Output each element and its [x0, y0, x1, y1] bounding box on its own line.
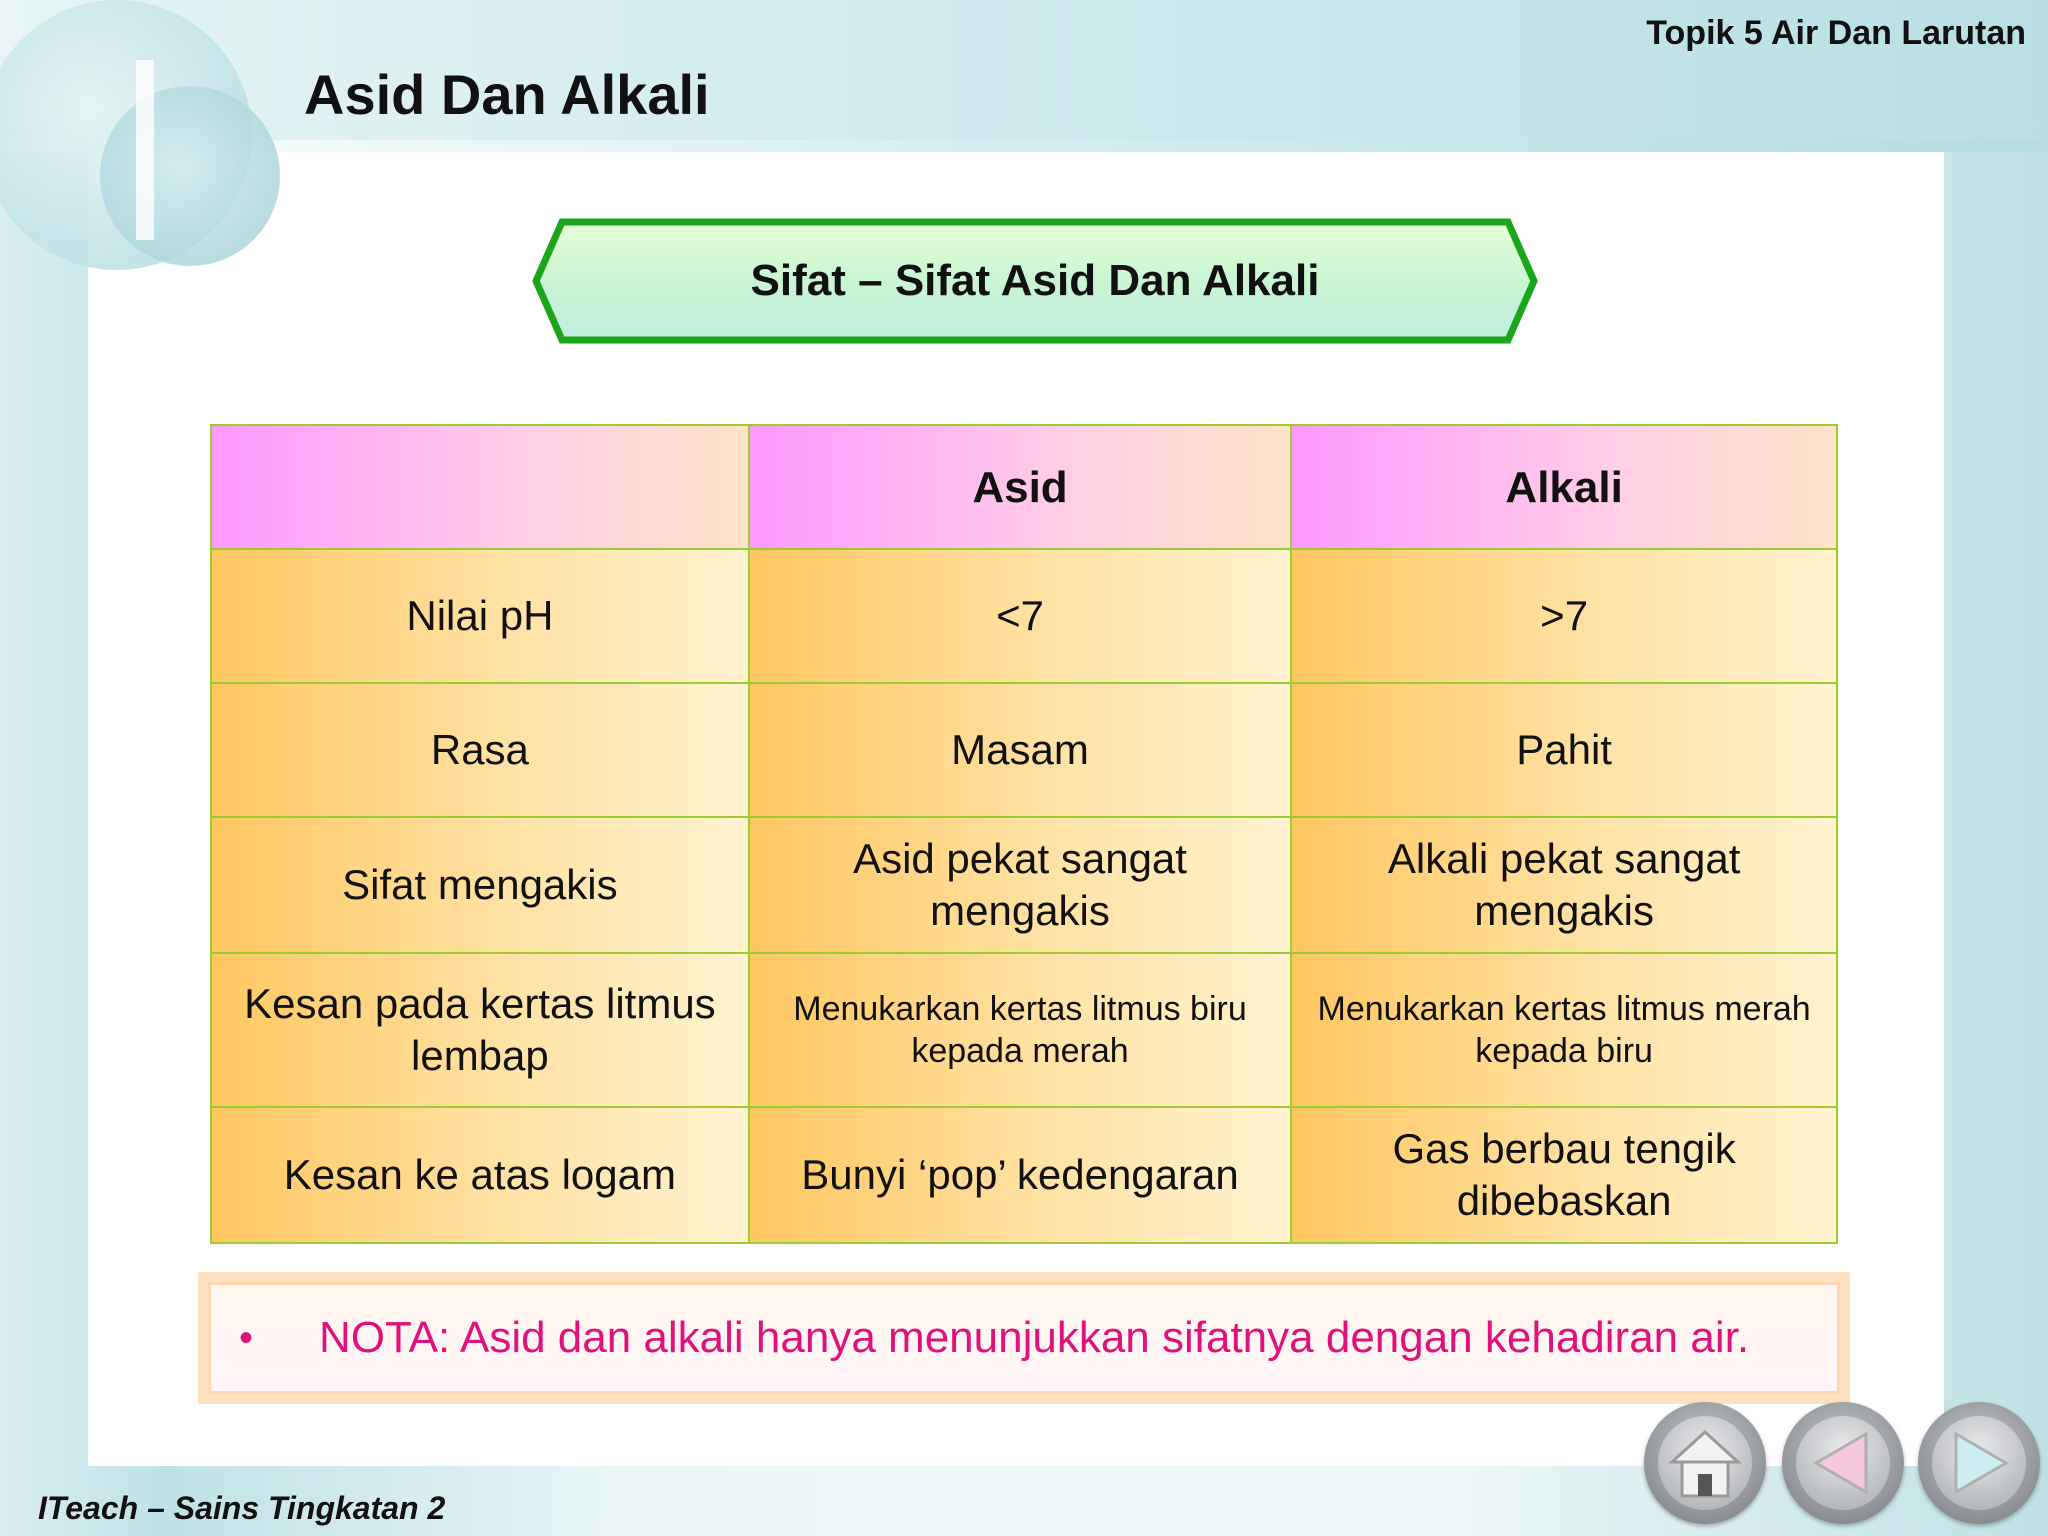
- topic-label: Topik 5 Air Dan Larutan: [1646, 14, 2026, 52]
- property-cell: Kesan pada kertas litmus lembap: [211, 953, 749, 1107]
- property-cell: Nilai pH: [211, 549, 749, 683]
- logo-bar: [136, 60, 154, 240]
- next-button[interactable]: [1918, 1402, 2040, 1524]
- property-cell: Rasa: [211, 683, 749, 817]
- note-text: NOTA: Asid dan alkali hanya menunjukkan sifatnya dengan kehadiran air.: [319, 1313, 1750, 1362]
- table-row: [211, 549, 1837, 683]
- previous-arrow-icon: [1782, 1402, 1904, 1524]
- alkali-cell: Gas berbau tengik dibebaskan: [1291, 1107, 1837, 1243]
- logo-circle-small: [100, 86, 280, 266]
- alkali-cell: Pahit: [1291, 683, 1837, 817]
- table-header-cell: [211, 425, 749, 549]
- header-rule: [0, 140, 2048, 152]
- asid-cell: Asid pekat sangat mengakis: [749, 817, 1291, 953]
- asid-cell: <7: [749, 549, 1291, 683]
- previous-button[interactable]: [1782, 1402, 1904, 1524]
- alkali-cell: >7: [1291, 549, 1837, 683]
- asid-cell: Bunyi ‘pop’ kedengaran: [749, 1107, 1291, 1243]
- table-row: [211, 817, 1837, 953]
- note-bullet: •: [239, 1315, 254, 1360]
- home-icon: [1644, 1402, 1766, 1524]
- property-cell: Sifat mengakis: [211, 817, 749, 953]
- section-title: Sifat – Sifat Asid Dan Alkali: [750, 256, 1320, 305]
- note-box: [198, 1272, 1850, 1404]
- note-inner: [208, 1282, 1840, 1394]
- page-title: Asid Dan Alkali: [304, 63, 710, 126]
- table-row: [211, 683, 1837, 817]
- table-header-row: [211, 425, 1837, 549]
- properties-table: [210, 424, 1838, 1244]
- section-banner: [530, 216, 1540, 346]
- footer-label: ITeach – Sains Tingkatan 2: [38, 1490, 446, 1526]
- next-arrow-icon: [1918, 1402, 2040, 1524]
- table-row: [211, 1107, 1837, 1243]
- asid-cell: Menukarkan kertas litmus biru kepada merah: [749, 953, 1291, 1107]
- home-button[interactable]: [1644, 1402, 1766, 1524]
- table-row: [211, 953, 1837, 1107]
- alkali-cell: Menukarkan kertas litmus merah kepada biru: [1291, 953, 1837, 1107]
- table-header-cell: Asid: [749, 425, 1291, 549]
- property-cell: Kesan ke atas logam: [211, 1107, 749, 1243]
- table-header-cell: Alkali: [1291, 425, 1837, 549]
- alkali-cell: Alkali pekat sangat mengakis: [1291, 817, 1837, 953]
- asid-cell: Masam: [749, 683, 1291, 817]
